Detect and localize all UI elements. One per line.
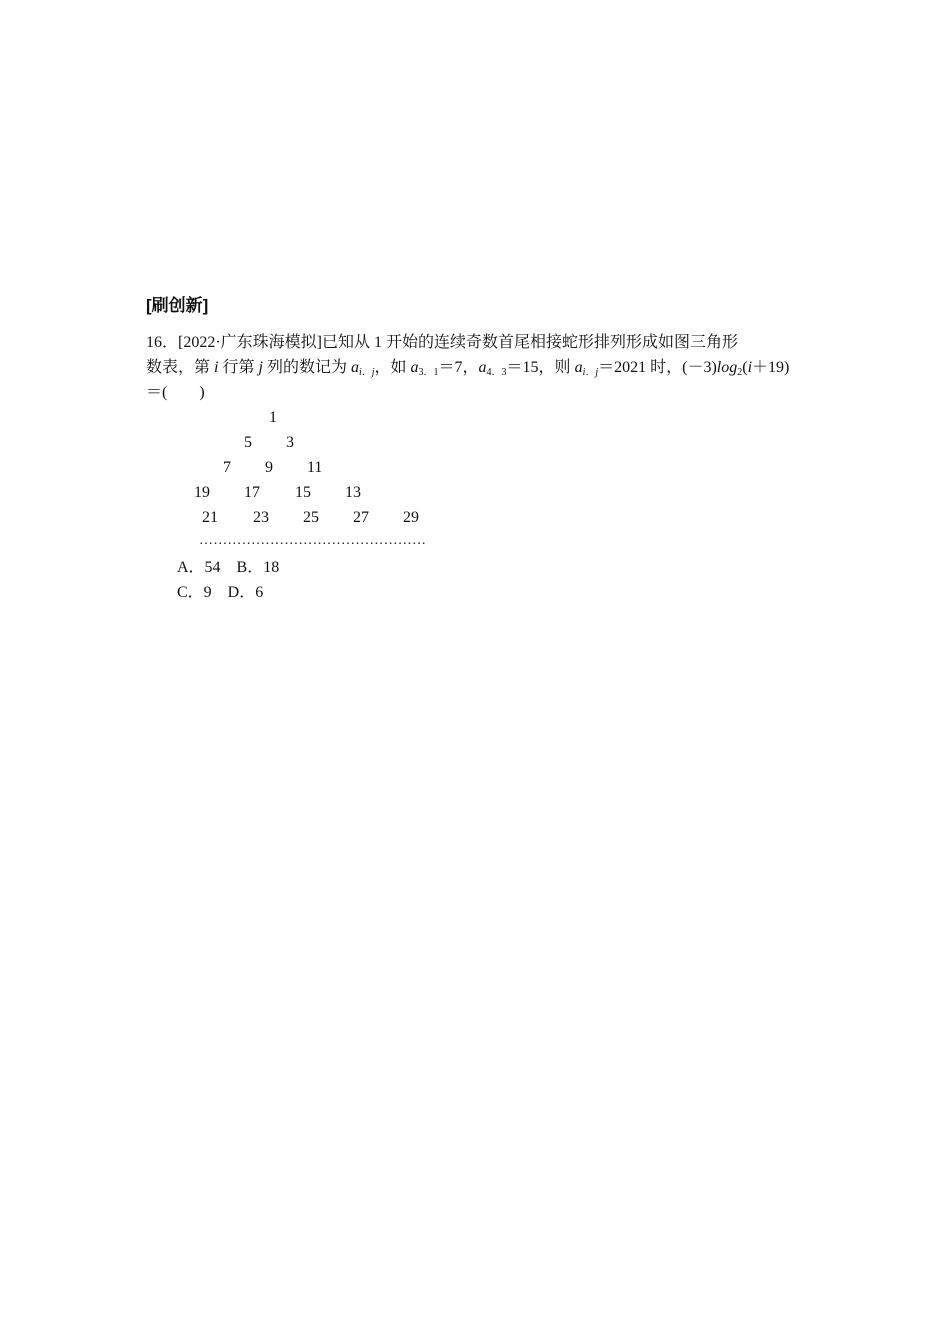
problem-line-3: ＝( ) <box>146 384 205 401</box>
triangle-cell: 25 <box>303 509 319 526</box>
problem-line-1: 16．[2022·广东珠海模拟]已知从 1 开始的连续奇数首尾相接蛇形排列形成如图三角形 <box>146 334 738 351</box>
options-row-1: A．54 B．18 <box>177 559 280 576</box>
triangle-cell: 21 <box>202 509 218 526</box>
triangle-cell: 19 <box>194 484 210 501</box>
triangle-cell: 29 <box>403 509 419 526</box>
triangle-cell: 5 <box>244 434 252 451</box>
section-heading: [刷创新] <box>146 296 209 315</box>
triangle-cell: 1 <box>269 409 277 426</box>
options-row-2: C．9 D．6 <box>177 584 264 601</box>
triangle-cell: 15 <box>295 484 311 501</box>
problem-line-2: 数表，第 i 行第 j 列的数记为 $a_{i.j}$，如 $a_{3.1}=7$，$a_{4.3}=15$，则 $a_{i.j}=2021$ 时，$(-3)\log_2(i+19)$ <box>146 359 790 378</box>
triangle-cell: 11 <box>307 459 323 476</box>
triangle-cell: 23 <box>253 509 269 526</box>
triangle-cell: 7 <box>223 459 231 476</box>
triangle-cell: 9 <box>265 459 273 476</box>
triangle-cell: 17 <box>244 484 260 501</box>
triangle-ellipsis: ………………………………………… <box>199 533 427 548</box>
triangle-cell: 13 <box>345 484 361 501</box>
triangle-cell: 27 <box>353 509 369 526</box>
triangle-cell: 3 <box>286 434 294 451</box>
